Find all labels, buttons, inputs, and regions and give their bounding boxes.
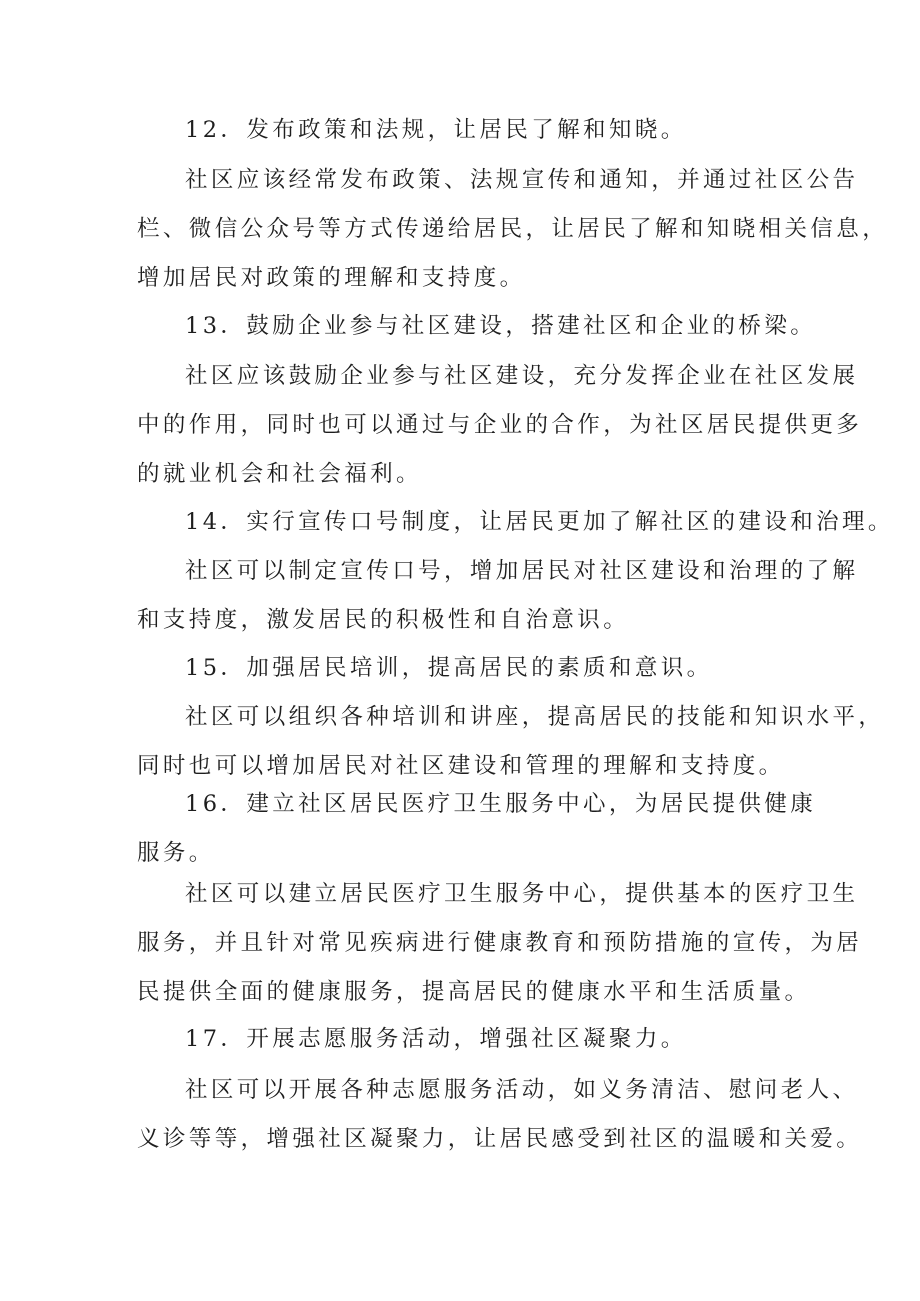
body-line: 中的作用，同时也可以通过与企业的合作，为社区居民提供更多 [137,412,863,438]
heading-line: 12．发布政策和法规，让居民了解和知晓。 [185,117,687,143]
heading-line: 16．建立社区居民医疗卫生服务中心，为居民提供健康 [185,791,817,817]
heading-line: 14．实行宣传口号制度，让居民更加了解社区的建设和治理。 [185,509,894,535]
section-13-heading [137,302,817,351]
body-line: 的就业机会和社会福利。 [137,461,422,487]
body-line: 增加居民对政策的理解和支持度。 [137,265,526,291]
section-17-heading [137,1015,817,1064]
section-14-heading [137,498,894,547]
body-line: 栏、微信公众号等方式传递给居民，让居民了解和知晓相关信息， [137,216,889,242]
heading-line: 服务。 [137,840,215,866]
body-line: 社区应该经常发布政策、法规宣传和通知，并通过社区公告 [185,167,859,193]
body-line: 服务，并且针对常见疾病进行健康教育和预防措施的宣传，为居 [137,930,863,956]
body-line: 社区可以制定宣传口号，增加居民对社区建设和治理的了解 [185,558,859,584]
heading-line: 15．加强居民培训，提高居民的素质和意识。 [185,655,713,681]
body-line: 社区应该鼓励企业参与社区建设，充分发挥企业在社区发展 [185,363,859,389]
heading-line: 17．开展志愿服务活动，增强社区凝聚力。 [185,1026,687,1052]
section-17-body [137,1066,863,1164]
section-16-body [137,870,863,1017]
heading-line: 13．鼓励企业参与社区建设，搭建社区和企业的桥梁。 [185,313,817,339]
section-15-heading [137,644,817,693]
body-line: 民提供全面的健康服务，提高居民的健康水平和生活质量。 [137,979,811,1005]
body-line: 同时也可以增加居民对社区建设和管理的理解和支持度。 [137,753,785,779]
body-line: 社区可以组织各种培训和讲座，提高居民的技能和知识水平， [185,704,885,730]
section-16-heading [137,780,817,878]
section-12-body [137,156,889,303]
section-13-body [137,352,863,499]
body-line: 义诊等等，增强社区凝聚力，让居民感受到社区的温暖和关爱。 [137,1126,863,1152]
body-line: 和支持度，激发居民的积极性和自治意识。 [137,607,630,633]
body-line: 社区可以开展各种志愿服务活动，如义务清洁、慰问老人、 [185,1077,859,1103]
section-14-body [137,547,859,645]
body-line: 社区可以建立居民医疗卫生服务中心，提供基本的医疗卫生 [185,881,859,907]
section-12-heading [137,106,817,155]
section-15-body [137,693,885,791]
